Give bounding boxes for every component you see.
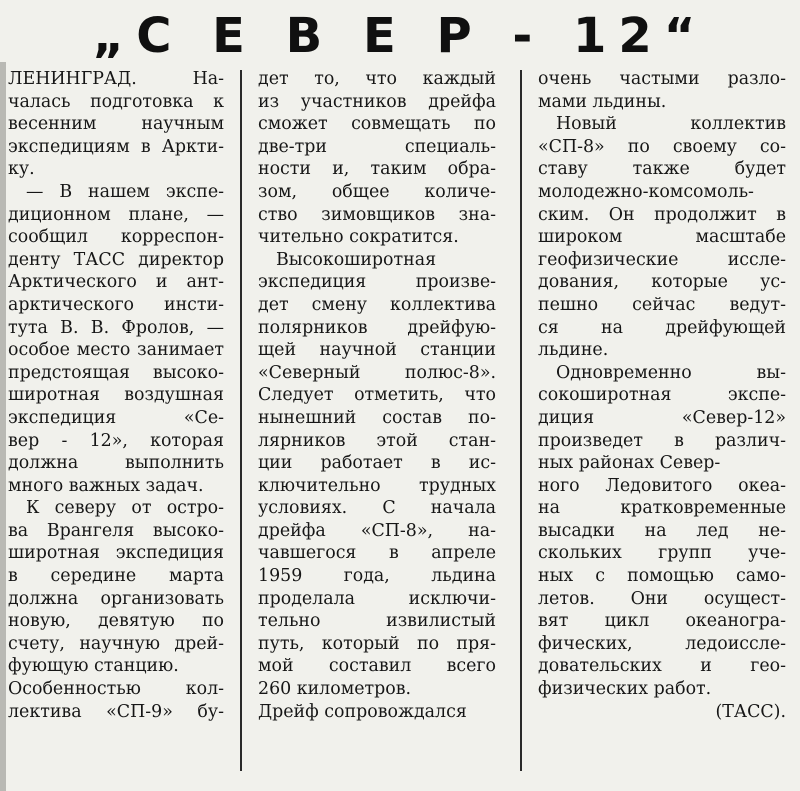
text-line: ности и, таким обра-	[258, 159, 496, 180]
text-line: новую, девятую по	[8, 611, 224, 632]
text-line: Одновременно вы-	[556, 362, 786, 383]
text-line: экспедиция произве-	[258, 272, 496, 293]
text-line: сокоширотная экспе-	[538, 385, 786, 406]
text-line: летов. Они осущест-	[538, 588, 786, 609]
text-line: 260 километров.	[258, 679, 412, 700]
text-line: должна выполнить	[8, 453, 224, 474]
text-line: экспедиция «Се-	[8, 407, 224, 428]
text-line: молодежно-комсомоль-	[538, 181, 754, 202]
text-line: ного Ледовитого океа-	[538, 475, 786, 496]
text-line: — В нашем экспе-	[26, 181, 224, 202]
text-line: Новый коллектив	[556, 114, 786, 135]
text-line: скольких групп уче-	[538, 543, 786, 564]
article-column-1	[8, 68, 224, 771]
text-line: щей научной станции	[258, 340, 496, 361]
text-line: чавшегося в апреле	[258, 543, 496, 564]
text-line: много важных задач.	[8, 475, 204, 496]
text-line: арктического инсти-	[8, 294, 224, 315]
text-line: геофизические иссле-	[538, 249, 786, 270]
text-line: ных с помощью само-	[538, 566, 786, 587]
text-line: ЛЕНИНГРАД. На-	[8, 69, 224, 89]
text-line: широком масштабе	[538, 227, 786, 248]
text-line: лектива «СП-9» бу-	[8, 701, 224, 722]
text-line: ва Врангеля высоко-	[8, 520, 224, 541]
text-line: счету, научную дрей-	[8, 633, 224, 654]
text-line: льдине.	[538, 340, 609, 361]
text-line: фических, ледоиссле-	[538, 633, 786, 654]
text-line: лярников этой стан-	[258, 430, 496, 451]
text-line: дет то, что каждый	[258, 69, 496, 89]
headline: „С Е В Е Р - 12“	[92, 8, 708, 64]
text-line: путь, который по пря-	[258, 633, 496, 654]
text-line: вят цикл океаногра-	[538, 611, 786, 632]
text-line: ции работает в ис-	[258, 453, 496, 474]
text-line: Следует отметить, что	[258, 385, 496, 406]
text-line: Дрейф сопровождался	[258, 701, 467, 722]
text-line: дет смену коллектива	[258, 294, 496, 315]
text-line: ключительно трудных	[258, 475, 496, 496]
text-line: высадки на лед не-	[538, 520, 786, 541]
text-line: полярников дрейфую-	[258, 317, 496, 338]
column-divider	[520, 70, 522, 771]
text-line: тута В. В. Фролов, —	[8, 317, 224, 338]
text-line: дования, которые ус-	[538, 272, 786, 293]
text-line: ставу также будет	[538, 159, 786, 180]
text-line: сможет совмещать по	[258, 114, 496, 135]
text-line: «Северный полюс-8».	[258, 362, 496, 383]
text-line: сообщил корреспон-	[8, 227, 224, 248]
text-line: ку.	[8, 159, 35, 180]
text-line: должна организовать	[8, 588, 224, 609]
text-line: широтная экспедиция	[8, 543, 224, 564]
text-line: фующую станцию.	[8, 656, 179, 677]
text-line: особое место занимает	[8, 340, 224, 361]
text-line: на кратковременные	[538, 498, 786, 519]
text-line: зом, общее количе-	[258, 181, 496, 202]
text-line: денту ТАСС директор	[8, 249, 224, 270]
text-line: в середине марта	[8, 566, 224, 587]
text-line: две-три специаль-	[258, 136, 496, 157]
text-line: мами льдины.	[538, 91, 667, 112]
text-line: широтная воздушная	[8, 385, 224, 406]
text-line: очень частыми разло-	[538, 69, 786, 89]
text-line: вер - 12», которая	[8, 430, 224, 451]
text-line: мой составил всего	[258, 656, 496, 677]
column-divider	[240, 70, 242, 771]
text-line: физических работ.	[538, 679, 712, 700]
text-line: весенним научным	[8, 114, 224, 135]
text-line: диционном плане, —	[8, 204, 224, 225]
article-column-2	[258, 68, 496, 771]
text-line: ство зимовщиков зна-	[258, 204, 496, 225]
text-line: диция «Север-12»	[538, 407, 786, 428]
text-line: (ТАСС).	[715, 701, 786, 722]
text-line: пешно сейчас ведут-	[538, 294, 786, 315]
article-column-3	[538, 68, 786, 771]
text-line: ных районах Север-	[538, 453, 721, 474]
text-line: чительно сократится.	[258, 227, 459, 248]
text-line: экспедициям в Аркти-	[8, 136, 224, 157]
text-line: дрейфа «СП-8», на-	[258, 520, 496, 541]
text-line: довательских и гео-	[538, 656, 786, 677]
text-line: ся на дрейфующей	[538, 317, 786, 338]
text-line: Особенностью кол-	[8, 679, 224, 700]
text-line: условиях. С начала	[258, 498, 496, 519]
text-line: «СП-8» по своему со-	[538, 136, 786, 157]
text-line: ским. Он продолжит в	[538, 204, 786, 225]
left-edge-shadow	[0, 62, 6, 791]
text-line: Высокоширотная	[276, 249, 437, 270]
text-line: К северу от остро-	[26, 498, 224, 519]
text-line: нынешний состав по-	[258, 407, 496, 428]
text-line: чалась подготовка к	[8, 91, 224, 112]
text-line: из участников дрейфа	[258, 91, 496, 112]
text-line: 1959 года, льдина	[258, 566, 496, 587]
text-line: проделала исключи-	[258, 588, 496, 609]
text-line: предстоящая высоко-	[8, 362, 224, 383]
text-line: тельно извилистый	[258, 611, 496, 632]
text-line: Арктического и ант-	[8, 272, 224, 293]
text-line: произведет в различ-	[538, 430, 786, 451]
